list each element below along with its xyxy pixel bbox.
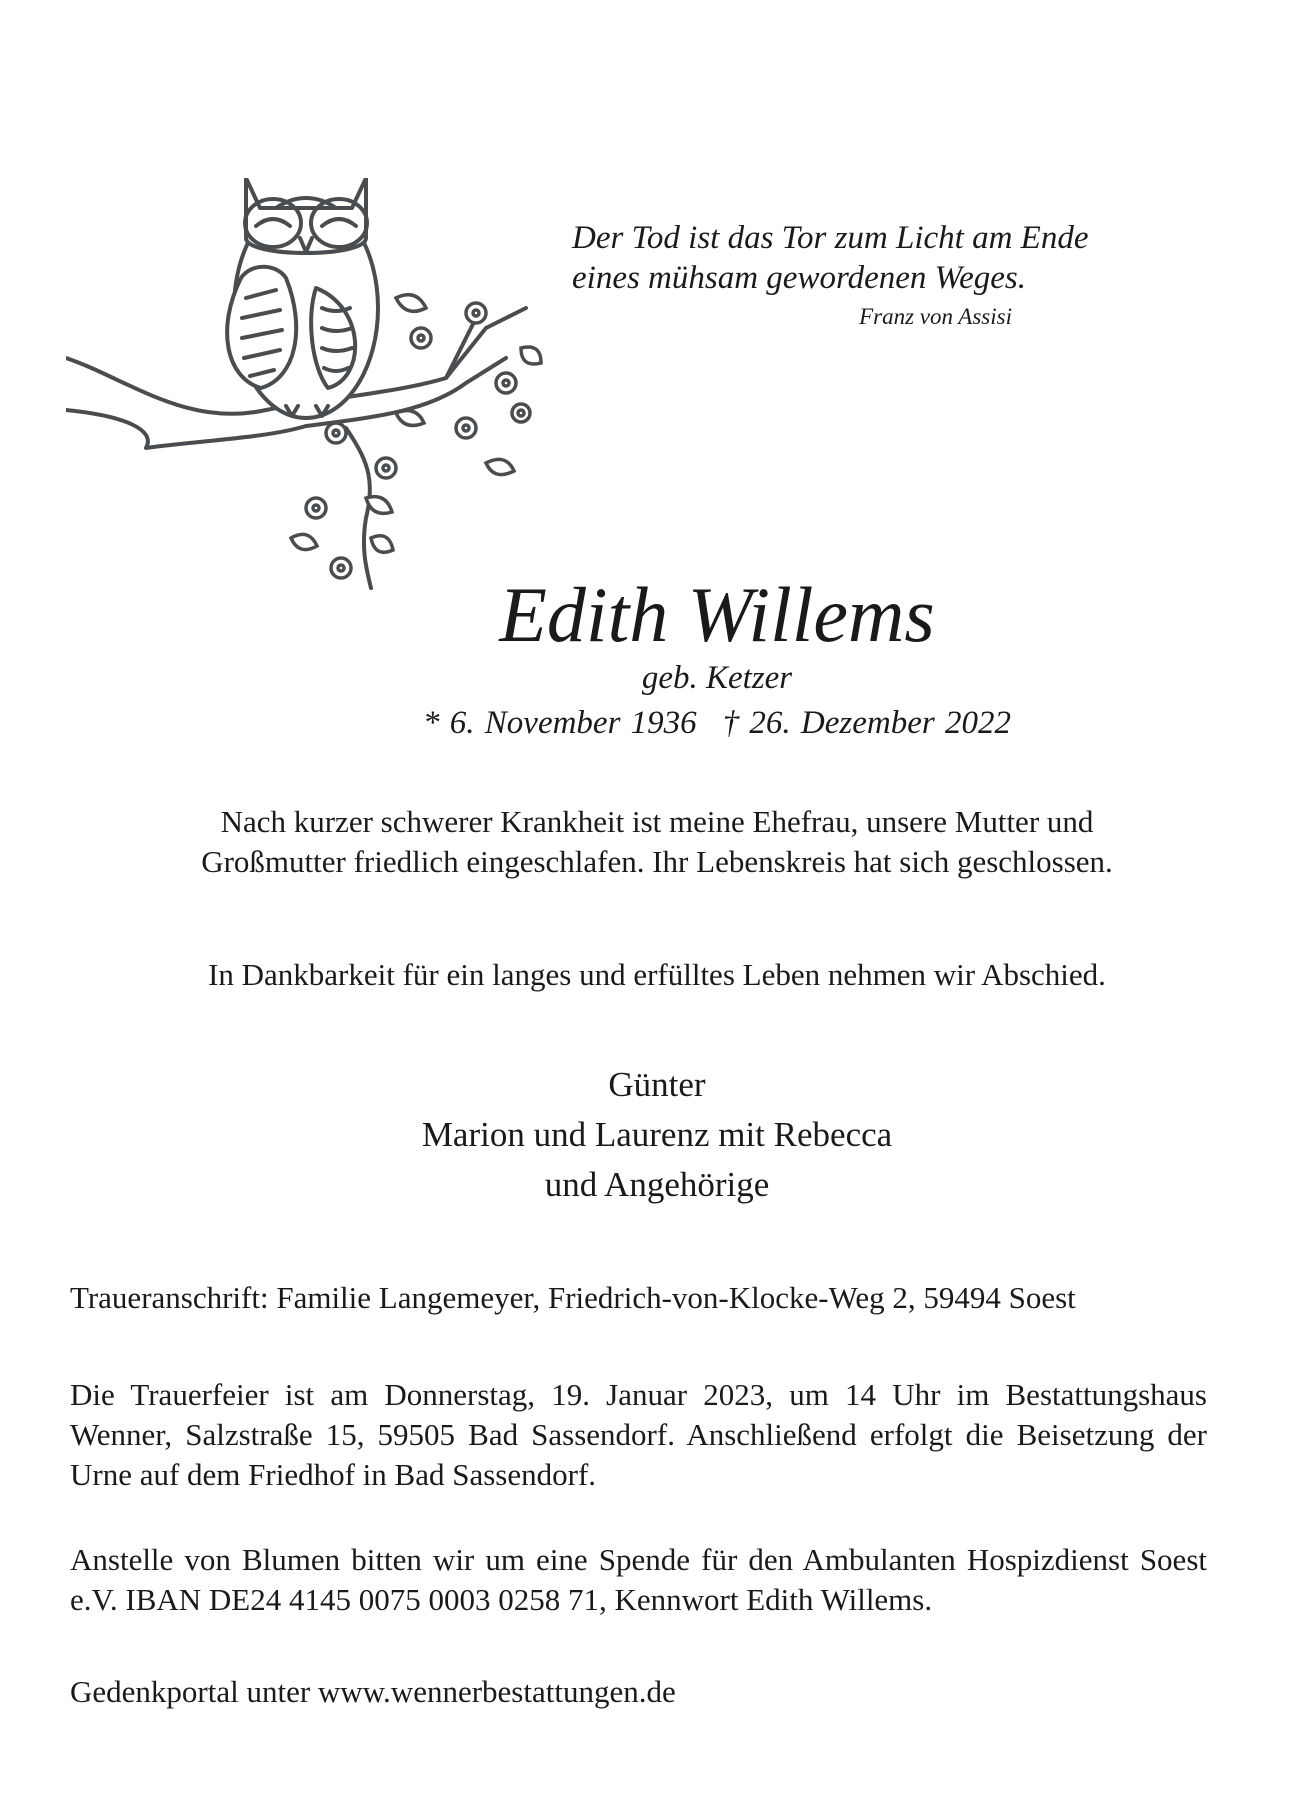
intro-line-1: Nach kurzer schwerer Krankheit ist meine Ehefrau, unsere Mutter und: [220, 804, 1094, 839]
mourner-line: Marion und Laurenz mit Rebecca: [421, 1115, 893, 1154]
thanks-text: In Dankbarkeit für ein langes und erfülltes Leben nehmen wir Abschied.: [208, 957, 1106, 992]
mourners: [0, 1060, 1314, 1210]
birth-name: geb. Ketzer: [641, 660, 793, 696]
quote-line-2: eines mühsam gewordenen Weges.: [572, 260, 1026, 296]
life-dates: [60, 705, 1314, 742]
quote: [572, 218, 1132, 298]
quote-author: Franz von Assisi: [859, 304, 1012, 329]
intro-line-2: Großmutter friedlich eingeschlafen. Ihr Lebenskreis hat sich geschlossen.: [201, 844, 1113, 879]
memorial-portal: Gedenkportal unter www.wennerbestattungen.de: [70, 1674, 676, 1709]
mourner-line: Günter: [608, 1065, 706, 1104]
owl-on-branch-icon: [66, 178, 546, 598]
death-date: † 26. Dezember 2022: [722, 705, 1011, 741]
donation-request: Anstelle von Blumen bitten wir um eine Spende für den Ambulanten Hospizdienst Soest e.V. IBAN DE24 4145 0075 0003 0258 71, Kennwort Edith Willems.: [70, 1542, 1207, 1617]
mourner-line: und Angehörige: [544, 1165, 770, 1204]
deceased-name: Edith Willems: [499, 571, 935, 658]
mourning-address: Traueranschrift: Familie Langemeyer, Friedrich-von-Klocke-Weg 2, 59494 Soest: [70, 1280, 1076, 1315]
funeral-details: Die Trauerfeier ist am Donnerstag, 19. Januar 2023, um 14 Uhr im Bestattungshaus Wenner, Salzstraße 15, 59505 Bad Sassendorf. Anschließend erfolgt die Beisetzung der Urne auf dem Friedhof in Bad Sassendorf.: [70, 1377, 1207, 1492]
intro-text: [0, 802, 1314, 882]
birth-date: * 6. November 1936: [423, 705, 697, 741]
quote-line-1: Der Tod ist das Tor zum Licht am Ende: [572, 220, 1089, 256]
